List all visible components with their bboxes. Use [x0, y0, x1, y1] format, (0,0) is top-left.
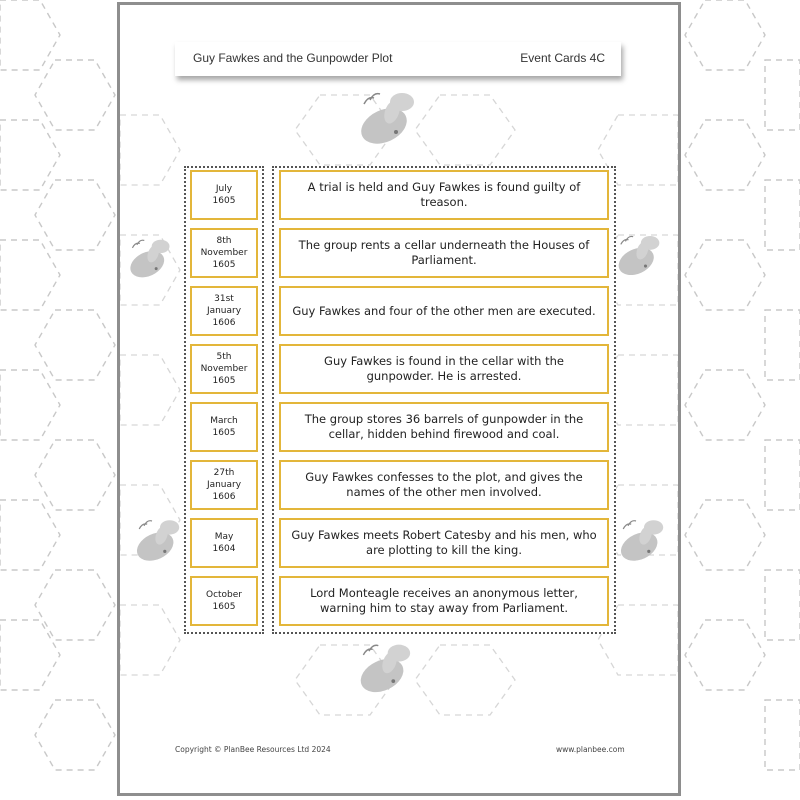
date-card[interactable]: October 1605 — [190, 576, 258, 626]
copyright-text: Copyright © PlanBee Resources Ltd 2024 — [175, 745, 331, 754]
date-card[interactable]: March 1605 — [190, 402, 258, 452]
event-card[interactable]: Guy Fawkes meets Robert Catesby and his men, who are plotting to kill the king. — [279, 518, 609, 568]
bee-icon — [122, 236, 174, 282]
worksheet-header — [175, 42, 621, 76]
date-card[interactable]: 8th November 1605 — [190, 228, 258, 278]
date-card[interactable]: 27th January 1606 — [190, 460, 258, 510]
event-card[interactable]: Lord Monteagle receives an anonymous letter, warning him to stay away from Parliament. — [279, 576, 609, 626]
bee-icon — [350, 88, 420, 150]
bee-icon — [350, 640, 416, 698]
event-card[interactable]: A trial is held and Guy Fawkes is found guilty of treason. — [279, 170, 609, 220]
event-card[interactable]: Guy Fawkes confesses to the plot, and gives the names of the other men involved. — [279, 460, 609, 510]
event-card[interactable]: Guy Fawkes is found in the cellar with the gunpowder. He is arrested. — [279, 344, 609, 394]
event-cards-column — [272, 166, 616, 634]
bee-icon — [128, 516, 184, 566]
event-card[interactable]: The group stores 36 barrels of gunpowder in the cellar, hidden behind firewood and coal. — [279, 402, 609, 452]
bee-icon — [610, 232, 664, 280]
date-card[interactable]: 31st January 1606 — [190, 286, 258, 336]
worksheet-code: Event Cards 4C — [520, 51, 605, 65]
event-card[interactable]: The group rents a cellar underneath the Houses of Parliament. — [279, 228, 609, 278]
date-cards-column — [184, 166, 264, 634]
worksheet-title: Guy Fawkes and the Gunpowder Plot — [193, 51, 393, 65]
website-link[interactable]: www.planbee.com — [556, 745, 625, 754]
date-card[interactable]: 5th November 1605 — [190, 344, 258, 394]
date-card[interactable]: July 1605 — [190, 170, 258, 220]
event-card[interactable]: Guy Fawkes and four of the other men are executed. — [279, 286, 609, 336]
bee-icon — [612, 516, 668, 566]
date-card[interactable]: May 1604 — [190, 518, 258, 568]
